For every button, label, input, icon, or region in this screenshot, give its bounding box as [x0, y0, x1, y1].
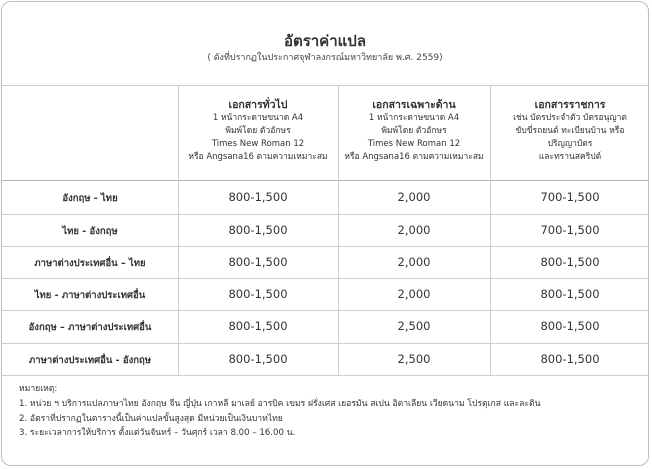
divider — [2, 85, 649, 86]
divider — [2, 375, 649, 376]
note-item: 3. ระยะเวลาการให้บริการ ตั้งแต่วันจันทร์ – วันศุกร์ เวลา 8.00 – 16.00 น. — [19, 428, 296, 439]
rate-cell: 800-1,500 — [228, 255, 288, 269]
row-label: ภาษาต่างประเทศอื่น – ไทย — [34, 258, 146, 269]
divider — [2, 180, 649, 181]
page-subtitle: ( ดังที่ปรากฏในประกาศจุฬาลงกรณ์มหาวิทยาลัย พ.ศ. 2559) — [207, 53, 443, 63]
rate-cell: 800-1,500 — [540, 255, 600, 269]
row-label: ไทย - ภาษาต่างประเทศอื่น — [34, 290, 146, 301]
rate-cell: 800-1,500 — [228, 223, 288, 237]
column-header-specialized — [338, 98, 490, 164]
column-header-title: เอกสารราชการ — [534, 99, 606, 111]
rate-cell: 2,000 — [397, 190, 431, 204]
column-header-description: 1 หน้ากระดาษขนาด A4 พิมพ์โดย ตัวอักษร Times New Roman 12 หรือ Angsana16 ตามความเหมาะสม — [344, 113, 484, 162]
divider — [2, 278, 649, 279]
column-header-description: 1 หน้ากระดาษขนาด A4 พิมพ์โดย ตัวอักษร Times New Roman 12 หรือ Angsana16 ตามความเหมาะสม — [188, 113, 328, 162]
column-header-title: เอกสารทั่วไป — [228, 99, 288, 111]
rate-cell: 2,500 — [397, 319, 431, 333]
column-header-official — [490, 98, 649, 164]
divider — [2, 310, 649, 311]
rate-cell: 800-1,500 — [228, 352, 288, 366]
rate-cell: 800-1,500 — [228, 287, 288, 301]
row-label: อังกฤษ – ภาษาต่างประเทศอื่น — [28, 322, 152, 333]
note-item: 2. อัตราที่ปรากฏในตารางนี้เป็นค่าแปลขั้นสูงสุด มีหน่วยเป็นเงินบาทไทย — [19, 413, 283, 424]
divider — [2, 214, 649, 215]
divider — [2, 246, 649, 247]
notes-heading: หมายเหตุ: — [19, 384, 58, 394]
row-label: ไทย - อังกฤษ — [62, 226, 118, 237]
row-label: ภาษาต่างประเทศอื่น - อังกฤษ — [29, 355, 151, 366]
column-header-title: เอกสารเฉพาะด้าน — [372, 99, 456, 111]
rate-cell: 2,000 — [397, 287, 431, 301]
rate-cell: 800-1,500 — [540, 287, 600, 301]
rate-cell: 800-1,500 — [540, 352, 600, 366]
divider — [2, 343, 649, 344]
rate-table-card — [1, 1, 649, 466]
notes-section — [19, 382, 540, 441]
rate-cell: 800-1,500 — [228, 190, 288, 204]
rate-cell: 800-1,500 — [540, 319, 600, 333]
rate-cell: 700-1,500 — [540, 223, 600, 237]
column-header-general — [178, 98, 338, 164]
rate-cell: 2,000 — [397, 223, 431, 237]
rate-cell: 800-1,500 — [228, 319, 288, 333]
rate-cell: 700-1,500 — [540, 190, 600, 204]
column-header-description: เช่น บัตรประจำตัว บัตรอนุญาต ขับขี่รถยนต์ ทะเบียนบ้าน หรือ ปริญญาบัตร และทรานสคริปต์ — [513, 113, 627, 162]
rate-cell: 2,000 — [397, 255, 431, 269]
note-item: 1. หน่วย ฯ บริการแปลภาษาไทย อังกฤษ จีน ญี่ปุ่น เกาหลี มาเลย์ อารบิค เขมร ฝรั่งเศส เยอรมัน สเปน อิตาเลียน เวียดนาม โปรตุเกส และละติน — [19, 398, 541, 409]
rate-cell: 2,500 — [397, 352, 431, 366]
row-label: อังกฤษ - ไทย — [62, 193, 118, 204]
page-title: อัตราค่าแปล — [283, 32, 367, 50]
